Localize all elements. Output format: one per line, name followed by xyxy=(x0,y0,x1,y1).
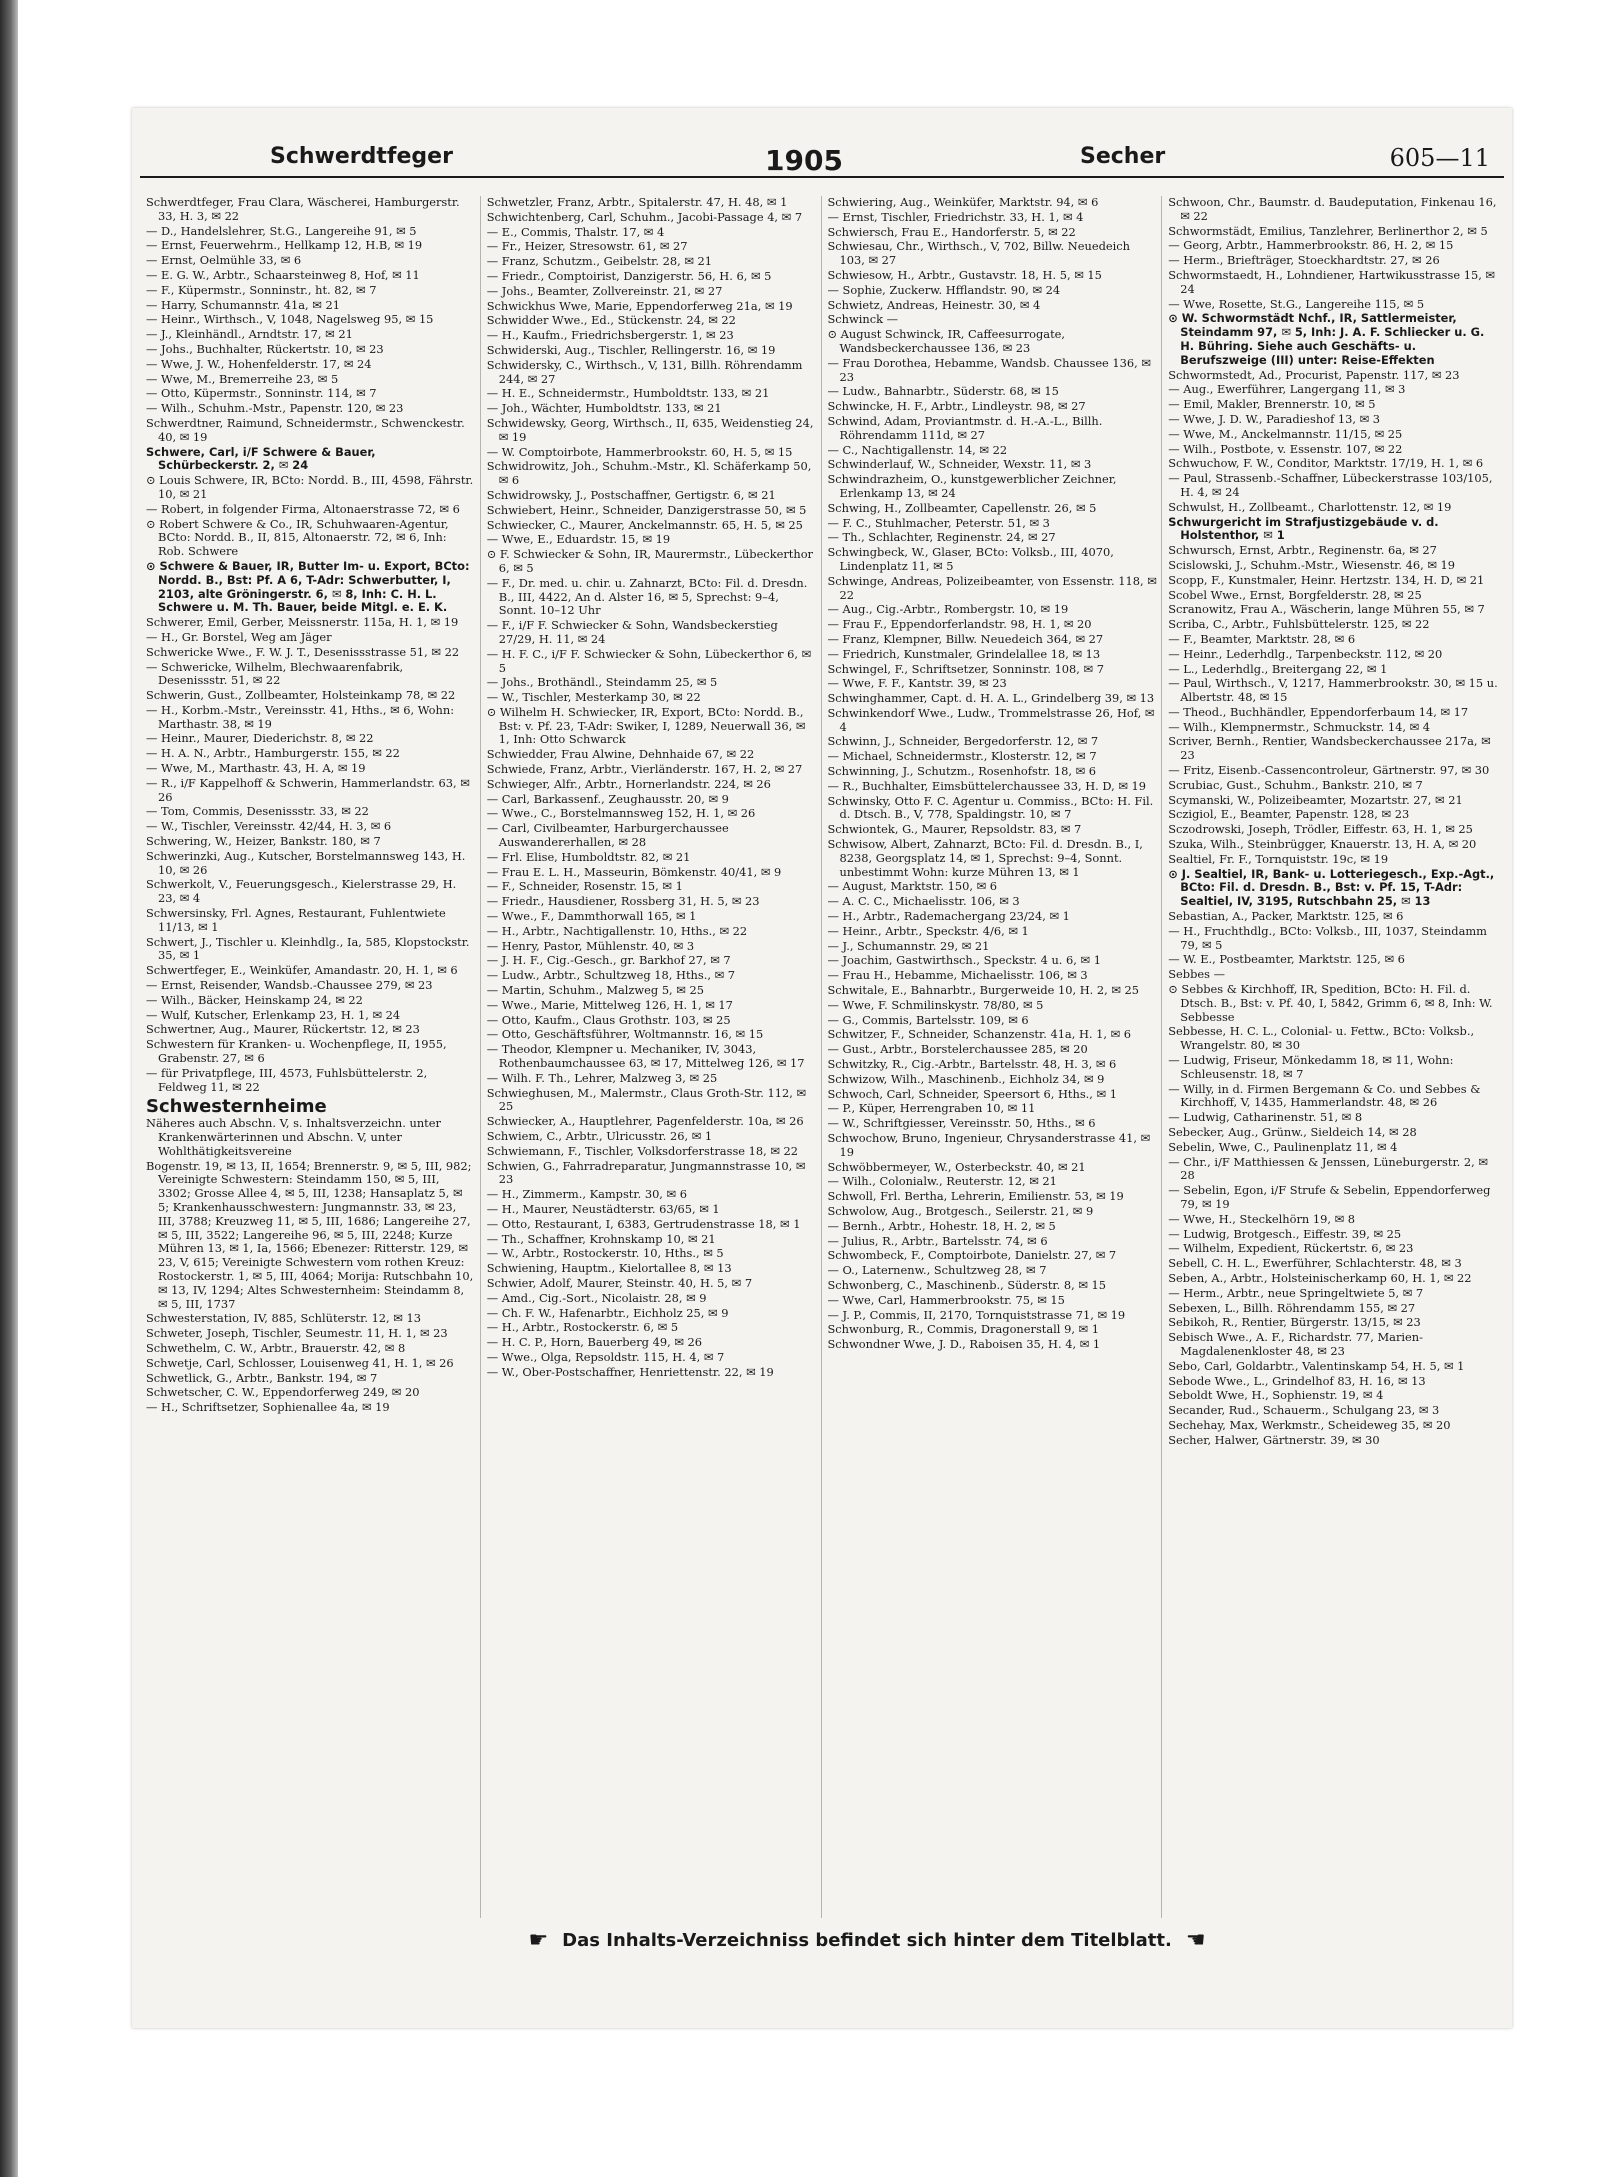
directory-entry: Schwoon, Chr., Baumstr. d. Baudeputation, Finkenau 16, ✉ 22 xyxy=(1168,196,1497,223)
directory-entry: — F., i/F F. Schwiecker & Sohn, Wandsbeckerstieg 27/29, H. 11, ✉ 24 xyxy=(486,618,778,646)
directory-entry: Schwizow, Wilh., Maschinenb., Eichholz 34, ✉ 9 xyxy=(827,1071,1105,1086)
directory-entry: — Ch. F. W., Hafenarbtr., Eichholz 25, ✉ 9 xyxy=(486,1305,729,1320)
directory-entry: Schwestern für Kranken- u. Wochenpflege, II, 1955, Grabenstr. 27, ✉ 6 xyxy=(146,1037,447,1066)
directory-entry: Scislowski, J., Schuhm.-Mstr., Wiesenstr. 46, ✉ 19 xyxy=(1168,557,1456,572)
directory-entry: — W., Schriftgiesser, Vereinsstr. 50, Hths., ✉ 6 xyxy=(827,1116,1096,1131)
directory-entry: Sebisch Wwe., A. F., Richardstr. 77, Marien-Magdalenenkloster 48, ✉ 23 xyxy=(1168,1330,1423,1358)
directory-entry: — Ernst, Oelmühle 33, ✉ 6 xyxy=(146,253,302,268)
directory-entry: Schwickhus Wwe, Marie, Eppendorferweg 21a, ✉ 19 xyxy=(486,298,793,313)
directory-entry: Schwoll, Frl. Bertha, Lehrerin, Emilienstr. 53, ✉ 19 xyxy=(827,1189,1124,1204)
directory-entry: Schwiening, Hauptm., Kielortallee 8, ✉ 13 xyxy=(486,1261,732,1276)
directory-entry: — Martin, Schuhm., Malzweg 5, ✉ 25 xyxy=(486,983,704,998)
directory-entry: — Wwe., C., Borstelmannsweg 152, H. 1, ✉ 26 xyxy=(486,806,756,821)
scan-edge-shadow xyxy=(0,0,18,2177)
directory-entry: — Wwe, F. F., Kantstr. 39, ✉ 23 xyxy=(827,676,1007,691)
directory-entry: — Paul, Strassenb.-Schaffner, Lübeckerstrasse 103/105, H. 4, ✉ 24 xyxy=(1168,471,1493,499)
directory-entry: Schwethelm, C. W., Arbtr., Brauerstr. 42, ✉ 8 xyxy=(146,1340,406,1355)
directory-entry: Schwulst, H., Zollbeamt., Charlottenstr. 12, ✉ 19 xyxy=(1168,499,1452,514)
directory-entry: — Heinr., Maurer, Diederichstr. 8, ✉ 22 xyxy=(146,731,374,746)
directory-entry: — W. Comptoirbote, Hammerbrookstr. 60, H. 5, ✉ 15 xyxy=(486,444,793,459)
directory-entry: Schwurgericht im Strafjustizgebäude v. d. Holstenthor, ✉ 1 xyxy=(1168,514,1439,543)
directory-entry: Schwidrowsky, J., Postschaffner, Gertigstr. 6, ✉ 21 xyxy=(486,487,776,502)
directory-entry: — F. C., Stuhlmacher, Peterstr. 51, ✉ 3 xyxy=(827,515,1050,530)
directory-entry: — Joachim, Gastwirthsch., Speckstr. 4 u. 6, ✉ 1 xyxy=(827,953,1101,968)
section-heading: Schwesternheime xyxy=(146,1096,327,1118)
directory-entry: Schwingbeck, W., Glaser, BCto: Volksb., III, 4070, Lindenplatz 11, ✉ 5 xyxy=(827,545,1114,573)
directory-entry: — Wwe, J. D. W., Paradieshof 13, ✉ 3 xyxy=(1168,411,1381,426)
directory-entry: Schwonberg, C., Maschinenb., Süderstr. 8, ✉ 15 xyxy=(827,1277,1106,1292)
directory-entry: Schwoch, Carl, Schneider, Speersort 6, Hths., ✉ 1 xyxy=(827,1086,1117,1101)
directory-columns xyxy=(146,196,1502,1918)
directory-entry: — Otto, Küpermstr., Sonninstr. 114, ✉ 7 xyxy=(146,386,377,401)
directory-entry: Schwidersky, C., Wirthsch., V, 131, Billh. Röhrendamm 244, ✉ 27 xyxy=(486,357,803,386)
directory-entry: Schwidewsky, Georg, Wirthsch., II, 635, Weidenstieg 24, ✉ 19 xyxy=(486,415,814,444)
directory-entry: — Wwe, Rosette, St.G., Langereihe 115, ✉ 5 xyxy=(1168,296,1425,311)
directory-entry: Schwombeck, F., Comptoirbote, Danielstr. 27, ✉ 7 xyxy=(827,1248,1117,1263)
directory-entry: Sebode Wwe., L., Grindelhof 83, H. 16, ✉ 13 xyxy=(1168,1373,1426,1388)
directory-entry: — Wulf, Kutscher, Erlenkamp 23, H. 1, ✉ 24 xyxy=(146,1007,401,1022)
directory-entry: Schwiontek, G., Maurer, Repsoldstr. 83, ✉ 7 xyxy=(827,822,1082,837)
directory-entry: ⊙ Wilhelm H. Schwiecker, IR, Export, BCto: Nordd. B., Bst: v. Pf. 23, T-Adr: Swiker, I, 1289, Neuerwall 36, ✉ 1, Inh: Otto Schwarck xyxy=(486,704,806,747)
directory-entry: — Aug., Ewerführer, Langergang 11, ✉ 3 xyxy=(1168,382,1406,397)
directory-entry: — Wilh., Schuhm.-Mstr., Papenstr. 120, ✉ 23 xyxy=(146,401,404,416)
directory-entry: — Willy, in d. Firmen Bergemann & Co. und Sebbes & Kirchhoff, V, 1435, Hammerlandstr. 48, ✉ 26 xyxy=(1168,1081,1481,1110)
directory-entry: Sczodrowski, Joseph, Trödler, Eiffestr. 63, H. 1, ✉ 25 xyxy=(1168,822,1473,837)
directory-entry: — H. A. N., Arbtr., Hamburgerstr. 155, ✉ 22 xyxy=(146,746,400,761)
directory-entry: Schwietz, Andreas, Heinestr. 30, ✉ 4 xyxy=(827,297,1041,312)
directory-entry: Schwerkolt, V., Feuerungsgesch., Kielerstrasse 29, H. 23, ✉ 4 xyxy=(146,877,457,906)
directory-entry: Schwiecker, C., Maurer, Anckelmannstr. 65, H. 5, ✉ 25 xyxy=(486,517,803,532)
directory-entry: ⊙ Robert Schwere & Co., IR, Schuhwaaren-Agentur, BCto: Nordd. B., II, 815, Altonaerstr. 72, ✉ 6, Inh: Rob. Schwere xyxy=(146,516,449,559)
directory-entry: — Joh., Wächter, Humboldtstr. 133, ✉ 21 xyxy=(486,401,722,416)
directory-entry: Schwetlick, G., Arbtr., Bankstr. 194, ✉ 7 xyxy=(146,1370,378,1385)
directory-entry: — W., Ober-Postschaffner, Henriettenstr. 22, ✉ 19 xyxy=(486,1364,774,1379)
directory-entry: — W., Tischler, Vereinsstr. 42/44, H. 3, ✉ 6 xyxy=(146,819,392,834)
directory-entry: — Wilh., Postbote, v. Essenstr. 107, ✉ 22 xyxy=(1168,441,1403,456)
directory-entry: — Ludw., Arbtr., Schultzweg 18, Hths., ✉ 7 xyxy=(486,968,735,983)
directory-entry: — Carl, Civilbeamter, Harburgerchaussee Auswandererhallen, ✉ 28 xyxy=(486,821,729,850)
directory-entry: — Wwe, M., Marthastr. 43, H. A, ✉ 19 xyxy=(146,761,366,776)
directory-entry: Sebell, C. H. L., Ewerführer, Schlachterstr. 48, ✉ 3 xyxy=(1168,1256,1462,1271)
directory-entry: — Ludwig, Catharinenstr. 51, ✉ 8 xyxy=(1168,1110,1363,1125)
directory-entry: — Robert, in folgender Firma, Altonaerstrasse 72, ✉ 6 xyxy=(146,501,460,516)
directory-entry: — Wwe., F., Dammthorwall 165, ✉ 1 xyxy=(486,909,697,924)
directory-entry: — H., Kaufm., Friedrichsbergerstr. 1, ✉ 23 xyxy=(486,328,734,343)
directory-entry: — Wwe., Marie, Mittelweg 126, H. 1, ✉ 17 xyxy=(486,997,733,1012)
directory-entry: — F., Dr. med. u. chir. u. Zahnarzt, BCto: Fil. d. Dresdn. B., III, 4422, An d. Alster 16, ✉ 5, Sprechst: 9–4, Sonnt. 10–12 Uhr xyxy=(486,575,808,618)
footer-notice xyxy=(372,1928,1362,1952)
directory-entry: — O., Laternenw., Schultzweg 28, ✉ 7 xyxy=(827,1263,1047,1278)
directory-entry: — R., Buchhalter, Eimsbüttelerchaussee 33, H. D, ✉ 19 xyxy=(827,778,1147,793)
directory-entry: Secander, Rud., Schauerm., Schulgang 23, ✉ 3 xyxy=(1168,1403,1440,1418)
directory-entry: — Johs., Buchhalter, Rückertstr. 10, ✉ 23 xyxy=(146,341,384,356)
directory-entry: Scrubiac, Gust., Schuhm., Bankstr. 210, ✉ 7 xyxy=(1168,777,1423,792)
directory-entry: — Wilh. F. Th., Lehrer, Malzweg 3, ✉ 25 xyxy=(486,1070,718,1085)
directory-entry: Sczigiol, E., Beamter, Papenstr. 128, ✉ 23 xyxy=(1168,807,1410,822)
directory-entry: — Fritz, Eisenb.-Cassencontroleur, Gärtnerstr. 97, ✉ 30 xyxy=(1168,763,1490,778)
directory-entry: Schwiderski, Aug., Tischler, Rellingerstr. 16, ✉ 19 xyxy=(486,342,776,357)
directory-entry: Schwien, G., Fahrradreparatur, Jungmannstrasse 10, ✉ 23 xyxy=(486,1158,806,1187)
directory-entry: Schwering, W., Heizer, Bankstr. 180, ✉ 7 xyxy=(146,834,381,849)
directory-entry: — H., Fruchthdlg., BCto: Volksb., III, 1037, Steindamm 79, ✉ 5 xyxy=(1168,923,1487,952)
directory-entry: — G., Commis, Bartelsstr. 109, ✉ 6 xyxy=(827,1012,1029,1027)
directory-entry: — H., Arbtr., Rostockerstr. 6, ✉ 5 xyxy=(486,1320,679,1335)
directory-entry: — Wilh., Klempnermstr., Schmuckstr. 14, ✉ 4 xyxy=(1168,719,1430,734)
directory-entry: — J., Kleinhändl., Arndtstr. 17, ✉ 21 xyxy=(146,327,353,342)
directory-entry: Schwinghammer, Capt. d. H. A. L., Grindelberg 39, ✉ 13 xyxy=(827,691,1155,706)
directory-entry: Scopp, F., Kunstmaler, Heinr. Hertzstr. 134, H. D, ✉ 21 xyxy=(1168,572,1485,587)
directory-entry: — Theod., Buchhändler, Eppendorferbaum 14, ✉ 17 xyxy=(1168,704,1469,719)
directory-entry: Schwert, J., Tischler u. Kleinhdlg., Ia, 585, Klopstockstr. 35, ✉ 1 xyxy=(146,934,470,963)
directory-entry: — Ernst, Reisender, Wandsb.-Chaussee 279, ✉ 23 xyxy=(146,978,433,993)
directory-entry: — Ernst, Feuerwehrm., Hellkamp 12, H.B, ✉ 19 xyxy=(146,238,423,253)
directory-entry: Schwiersch, Frau E., Handorferstr. 5, ✉ 22 xyxy=(827,224,1076,239)
directory-entry: Schwerer, Emil, Gerber, Meissnerstr. 115a, H. 1, ✉ 19 xyxy=(146,615,459,630)
directory-entry: Schwiesau, Chr., Wirthsch., V, 702, Billw. Neuedeich 103, ✉ 27 xyxy=(827,239,1130,268)
directory-entry: — Harry, Schumannstr. 41a, ✉ 21 xyxy=(146,297,340,312)
directory-entry: — Frau E. L. H., Masseurin, Bömkenstr. 40/41, ✉ 9 xyxy=(486,864,782,879)
directory-entry: Sebelin, Wwe, C., Paulinenplatz 11, ✉ 4 xyxy=(1168,1139,1398,1154)
directory-entry: — Georg, Arbtr., Hammerbrookstr. 86, H. 2, ✉ 15 xyxy=(1168,238,1454,253)
directory-entry: — J. P., Commis, II, 2170, Tornquiststrasse 71, ✉ 19 xyxy=(827,1307,1126,1322)
directory-entry: — Theodor, Klempner u. Mechaniker, IV, 3043, Rothenbaumchaussee 63, ✉ 17, Mittelweg 126, ✉ 17 xyxy=(486,1042,805,1071)
directory-entry: Schwisow, Albert, Zahnarzt, BCto: Fil. d. Dresdn. B., I, 8238, Georgsplatz 14, ✉ 1, Sprechst: 9–4, Sonnt. unbestimmt Wohn: kurze Mühren 13, ✉ 1 xyxy=(827,837,1143,879)
directory-entry: — W., Arbtr., Rostockerstr. 10, Hths., ✉ 5 xyxy=(486,1246,724,1261)
directory-entry: Bogenstr. 19, ✉ 13, II, 1654; Brennerstr. 9, ✉ 5, III, 982; Vereinigte Schwestern: Steindamm 150, ✉ 5, III, 3302; Grosse Allee 4, ✉ 5, III, 1238; Hansaplatz 5, ✉ 5; Krankenhausschwestern: Jungmannstr. 33, ✉ 23, III, 3788; Kreuzweg 11, ✉ 5, III, 1686; Langereihe 27, ✉ 5, III, 3522; Langereihe 96, ✉ 5, III, 2248; Kurze Mühren 13, ✉ 1, Ia, 1566; Ebenezer: Ritterstr. 129, ✉ 23, V, 615; Vereinigte Schwestern vom rothen Kreuz: Rostockerstr. 1, ✉ 5, III, 4064; Morija: Rutschbahn 10, ✉ 13, IV, 1294; Altes Schwesternheim: Steindamm 8, ✉ 5, III, 1737 xyxy=(146,1158,474,1311)
directory-entry: ⊙ W. Schwormstädt Nchf., IR, Sattlermeister, Steindamm 97, ✉ 5, Inh: J. A. F. Schliecker u. G. H. Bühring. Siehe auch Geschäfts- u. Berufszweige (III) unter: Reise-Effekten xyxy=(1168,311,1485,367)
directory-entry: — August, Marktstr. 150, ✉ 6 xyxy=(827,879,997,894)
directory-entry: — H., Korbm.-Mstr., Vereinsstr. 41, Hths., ✉ 6, Wohn: Marthastr. 38, ✉ 19 xyxy=(146,702,455,731)
directory-entry: Scriver, Bernh., Rentier, Wandsbeckerchaussee 217a, ✉ 23 xyxy=(1168,734,1491,763)
directory-entry: — Otto, Restaurant, I, 6383, Gertrudenstrasse 18, ✉ 1 xyxy=(486,1216,801,1231)
directory-entry: — Heinr., Wirthsch., V, 1048, Nagelsweg 95, ✉ 15 xyxy=(146,312,434,327)
directory-entry: Szuka, Wilh., Steinbrügger, Knauerstr. 13, H. A, ✉ 20 xyxy=(1168,837,1477,852)
directory-entry: — Wwe, M., Anckelmannstr. 11/15, ✉ 25 xyxy=(1168,426,1403,441)
directory-entry: Schwind, Adam, Proviantmstr. d. H.-A.-L., Billh. Röhrendamm 111d, ✉ 27 xyxy=(827,413,1103,442)
directory-entry: — Otto, Geschäftsführer, Woltmannstr. 16, ✉ 15 xyxy=(486,1027,764,1042)
directory-entry: — F., Schneider, Rosenstr. 15, ✉ 1 xyxy=(486,879,683,894)
directory-entry: — Gust., Arbtr., Borstelerchaussee 285, ✉ 20 xyxy=(827,1042,1088,1057)
directory-entry: — Frl. Elise, Humboldtstr. 82, ✉ 21 xyxy=(486,849,691,864)
directory-entry: ⊙ Sebbes & Kirchhoff, IR, Spedition, BCto: H. Fil. d. Dtsch. B., Bst: v. Pf. 40, I, 5842, Grimm 6, ✉ 8, Inh: W. Sebbesse xyxy=(1168,982,1493,1024)
directory-entry: Schwerin, Gust., Zollbeamter, Holsteinkamp 78, ✉ 22 xyxy=(146,688,456,703)
directory-entry: — Heinr., Lederhdlg., Tarpenbeckstr. 112, ✉ 20 xyxy=(1168,646,1443,661)
directory-entry: — Michael, Schneidermstr., Klosterstr. 12, ✉ 7 xyxy=(827,749,1097,764)
directory-entry: — Wilh., Bäcker, Heinskamp 24, ✉ 22 xyxy=(146,992,363,1007)
directory-entry: Schwormstädt, Emilius, Tanzlehrer, Berlinerthor 2, ✉ 5 xyxy=(1168,223,1488,238)
pointing-hand-right-icon: ☛ xyxy=(528,1927,549,1953)
directory-entry: — Wwe, E., Eduardstr. 15, ✉ 19 xyxy=(486,532,671,547)
directory-entry: Schwerdtfeger, Frau Clara, Wäscherei, Hamburgerstr. 33, H. 3, ✉ 22 xyxy=(146,196,460,223)
directory-entry: — Ernst, Tischler, Friedrichstr. 33, H. 1, ✉ 4 xyxy=(827,209,1084,224)
directory-entry: — F., Beamter, Marktstr. 28, ✉ 6 xyxy=(1168,631,1356,646)
directory-entry: — D., Handelslehrer, St.G., Langereihe 91, ✉ 5 xyxy=(146,223,417,238)
directory-entry: Sebexen, L., Billh. Röhrendamm 155, ✉ 27 xyxy=(1168,1300,1416,1315)
directory-entry: Schwochow, Bruno, Ingenieur, Chrysanderstrasse 41, ✉ 19 xyxy=(827,1131,1151,1159)
directory-entry: — Henry, Pastor, Mühlenstr. 40, ✉ 3 xyxy=(486,938,695,953)
directory-entry: Schwertfeger, E., Weinküfer, Amandastr. 20, H. 1, ✉ 6 xyxy=(146,963,458,978)
directory-entry: — J. H. F., Cig.-Gesch., gr. Barkhof 27, ✉ 7 xyxy=(486,953,731,968)
pointing-hand-left-icon: ☚ xyxy=(1185,1927,1206,1953)
directory-entry: Sebo, Carl, Goldarbtr., Valentinskamp 54, H. 5, ✉ 1 xyxy=(1168,1358,1465,1373)
directory-entry: — Wilh., Colonialw., Reuterstr. 12, ✉ 21 xyxy=(827,1174,1057,1189)
directory-entry: — F., Küpermstr., Sonninstr., ht. 82, ✉ 7 xyxy=(146,282,377,297)
directory-entry: — Wwe, H., Steckelhörn 19, ✉ 8 xyxy=(1168,1211,1356,1226)
directory-entry: — Wilhelm, Expedient, Rückertstr. 6, ✉ 23 xyxy=(1168,1241,1414,1256)
directory-entry: — H. C. P., Horn, Bauerberg 49, ✉ 26 xyxy=(486,1335,702,1350)
directory-entry: Schwing, H., Zollbeamter, Capellenstr. 26, ✉ 5 xyxy=(827,500,1097,515)
directory-entry: Schwidder Wwe., Ed., Stückenstr. 24, ✉ 22 xyxy=(486,313,736,328)
directory-entry: Sebastian, A., Packer, Marktstr. 125, ✉ 6 xyxy=(1168,909,1404,924)
directory-entry: Sebbesse, H. C. L., Colonial- u. Fettw., BCto: Volksb., Wrangelstr. 80, ✉ 30 xyxy=(1168,1024,1475,1053)
directory-entry: — Frau H., Hebamme, Michaelisstr. 106, ✉ 3 xyxy=(827,968,1088,983)
directory-entry: — Friedr., Comptoirist, Danzigerstr. 56, H. 6, ✉ 5 xyxy=(486,268,772,283)
directory-entry: Schwondner Wwe, J. D., Raboisen 35, H. 4, ✉ 1 xyxy=(827,1337,1101,1352)
directory-entry: Schwetscher, C. W., Eppendorferweg 249, ✉ 20 xyxy=(146,1385,420,1400)
directory-entry: — Fr., Heizer, Stresowstr. 61, ✉ 27 xyxy=(486,239,688,254)
directory-entry: Schwinkendorf Wwe., Ludw., Trommelstrasse 26, Hof, ✉ 4 xyxy=(827,705,1155,734)
directory-entry: Scobel Wwe., Ernst, Borgfelderstr. 28, ✉ 25 xyxy=(1168,587,1422,602)
directory-entry: Schwormstaedt, H., Lohndiener, Hartwikusstrasse 15, ✉ 24 xyxy=(1168,267,1495,296)
directory-entry: — R., i/F Kappelhoff & Schwerin, Hammerlandstr. 63, ✉ 26 xyxy=(146,775,470,804)
directory-entry: Schwonburg, R., Commis, Dragonerstall 9, ✉ 1 xyxy=(827,1322,1099,1337)
directory-entry: — Th., Schlachter, Reginenstr. 24, ✉ 27 xyxy=(827,530,1056,545)
directory-entry: Schwerinzki, Aug., Kutscher, Borstelmannsweg 143, H. 10, ✉ 26 xyxy=(146,848,466,877)
directory-entry: — Heinr., Arbtr., Speckstr. 4/6, ✉ 1 xyxy=(827,923,1029,938)
directory-entry: — Friedrich, Kunstmaler, Grindelallee 18, ✉ 13 xyxy=(827,646,1101,661)
directory-entry: Schwitzer, F., Schneider, Schanzenstr. 41a, H. 1, ✉ 6 xyxy=(827,1027,1132,1042)
directory-entry: — C., Nachtigallenstr. 14, ✉ 22 xyxy=(827,442,1008,457)
directory-entry: — L., Lederhdlg., Breitergang 22, ✉ 1 xyxy=(1168,661,1388,676)
directory-entry: — Schwericke, Wilhelm, Blechwaarenfabrik, Desenissstr. 51, ✉ 22 xyxy=(146,659,404,688)
column-1 xyxy=(146,196,481,1918)
directory-entry: Sealtiel, Fr. F., Tornquiststr. 19c, ✉ 19 xyxy=(1168,851,1389,866)
directory-entry: Schwinck — xyxy=(827,312,899,327)
directory-entry: — Wwe, M., Bremerreihe 23, ✉ 5 xyxy=(146,371,339,386)
directory-entry: Schwidrowitz, Joh., Schuhm.-Mstr., Kl. Schäferkamp 50, ✉ 6 xyxy=(486,459,812,488)
directory-page xyxy=(132,108,1512,2028)
directory-entry: ⊙ F. Schwiecker & Sohn, IR, Maurermstr., Lübeckerthor 6, ✉ 5 xyxy=(486,547,813,575)
directory-entry: — H., Maurer, Neustädterstr. 63/65, ✉ 1 xyxy=(486,1201,720,1216)
column-2 xyxy=(487,196,822,1918)
directory-entry: — H., Arbtr., Nachtigallenstr. 10, Hths., ✉ 22 xyxy=(486,923,748,938)
directory-entry: — H. F. C., i/F F. Schwiecker & Sohn, Lübeckerthor 6, ✉ 5 xyxy=(486,646,812,675)
directory-entry: Schwursch, Ernst, Arbtr., Reginenstr. 6a, ✉ 27 xyxy=(1168,543,1437,558)
directory-entry: Scranowitz, Frau A., Wäscherin, lange Mühren 55, ✉ 7 xyxy=(1168,602,1485,617)
directory-entry: — Tom, Commis, Desenissstr. 33, ✉ 22 xyxy=(146,804,369,819)
directory-entry: ⊙ August Schwinck, IR, Caffeesurrogate, Wandsbeckerchaussee 136, ✉ 23 xyxy=(827,327,1066,355)
directory-entry: — für Privatpflege, III, 4573, Fuhlsbüttelerstr. 2, Feldweg 11, ✉ 22 xyxy=(146,1065,428,1094)
directory-entry: Schwetje, Carl, Schlosser, Louisenweg 41, H. 1, ✉ 26 xyxy=(146,1355,454,1370)
directory-entry: — H., Zimmerm., Kampstr. 30, ✉ 6 xyxy=(486,1187,687,1202)
directory-entry: Scriba, C., Arbtr., Fuhlsbüttelerstr. 125, ✉ 22 xyxy=(1168,617,1430,632)
footer-text: Das Inhalts-Verzeichniss befindet sich hinter dem Titelblatt. xyxy=(562,1929,1172,1951)
directory-entry: Schwesterstation, IV, 885, Schlüterstr. 12, ✉ 13 xyxy=(146,1311,421,1326)
directory-entry: — Frau Dorothea, Hebamme, Wandsb. Chaussee 136, ✉ 23 xyxy=(827,355,1151,384)
directory-entry: — W., Tischler, Mesterkamp 30, ✉ 22 xyxy=(486,690,701,705)
directory-entry: — Wwe, F. Schmilinskystr. 78/80, ✉ 5 xyxy=(827,997,1044,1012)
directory-entry: Secher, Halwer, Gärtnerstr. 39, ✉ 30 xyxy=(1168,1432,1380,1447)
directory-entry: Schwere, Carl, i/F Schwere & Bauer, Schürbeckerstr. 2, ✉ 24 xyxy=(146,444,376,473)
directory-entry: Schwiesow, H., Arbtr., Gustavstr. 18, H. 5, ✉ 15 xyxy=(827,267,1102,282)
directory-entry: — Frau F., Eppendorferlandstr. 98, H. 1, ✉ 20 xyxy=(827,617,1092,632)
directory-entry: — A. C. C., Michaelisstr. 106, ✉ 3 xyxy=(827,894,1020,909)
directory-entry: — Ludw., Bahnarbtr., Süderstr. 68, ✉ 15 xyxy=(827,384,1059,399)
directory-entry: — H., Arbtr., Rademachergang 23/24, ✉ 1 xyxy=(827,909,1070,924)
directory-entry: Schwiemann, F., Tischler, Volksdorferstrasse 18, ✉ 22 xyxy=(486,1143,799,1158)
directory-entry: — J., Schumannstr. 29, ✉ 21 xyxy=(827,938,990,953)
directory-entry: Sebecker, Aug., Grünw., Sieldeich 14, ✉ 28 xyxy=(1168,1125,1417,1139)
directory-entry: Schwertner, Aug., Maurer, Rückertstr. 12, ✉ 23 xyxy=(146,1022,420,1037)
directory-entry: Seboldt Wwe, H., Sophienstr. 19, ✉ 4 xyxy=(1168,1388,1384,1403)
directory-entry: Schweter, Joseph, Tischler, Seumestr. 11, H. 1, ✉ 23 xyxy=(146,1326,448,1341)
column-4 xyxy=(1168,196,1502,1918)
directory-entry: — Johs., Beamter, Zollvereinstr. 21, ✉ 27 xyxy=(486,283,723,298)
directory-entry: — Franz, Klempner, Billw. Neuedeich 364, ✉ 27 xyxy=(827,631,1104,646)
directory-entry: Näheres auch Abschn. V, s. Inhaltsverzeichn. unter Krankenwärterinnen und Abschn. V, unter Wohlthätigkeitsvereine xyxy=(146,1116,441,1158)
page-number: 605—11 xyxy=(1389,144,1490,172)
directory-entry: Sebbes — xyxy=(1168,967,1225,982)
directory-entry: — Sophie, Zuckerw. Hfflandstr. 90, ✉ 24 xyxy=(827,282,1061,297)
directory-entry: — H., Schriftsetzer, Sophienallee 4a, ✉ 19 xyxy=(146,1400,390,1415)
directory-entry: Sebikoh, R., Rentier, Bürgerstr. 13/15, ✉ 23 xyxy=(1168,1315,1421,1330)
directory-entry: — Ludwig, Brotgesch., Eiffestr. 39, ✉ 25 xyxy=(1168,1226,1402,1241)
directory-entry: — Herm., Arbtr., neue Springeltwiete 5, ✉ 7 xyxy=(1168,1285,1424,1300)
directory-entry: Schwormstedt, Ad., Procurist, Papenstr. 117, ✉ 23 xyxy=(1168,367,1460,382)
directory-entry: Schwinning, J., Schutzm., Rosenhofstr. 18, ✉ 6 xyxy=(827,764,1097,779)
directory-entry: Schwuchow, F. W., Conditor, Marktstr. 17/19, H. 1, ✉ 6 xyxy=(1168,456,1484,471)
directory-entry: Schwieger, Alfr., Arbtr., Hornerlandstr. 224, ✉ 26 xyxy=(486,776,771,791)
directory-entry: Schwiedder, Frau Alwine, Dehnhaide 67, ✉ 22 xyxy=(486,747,755,762)
directory-entry: — Johs., Brothändl., Steindamm 25, ✉ 5 xyxy=(486,675,718,690)
directory-entry: — W. E., Postbeamter, Marktstr. 125, ✉ 6 xyxy=(1168,952,1405,967)
directory-entry: — Chr., i/F Matthiessen & Jenssen, Lüneburgerstr. 2, ✉ 28 xyxy=(1168,1154,1488,1183)
directory-entry: Schwiering, Aug., Weinküfer, Marktstr. 94, ✉ 6 xyxy=(827,196,1099,209)
directory-entry: Schwichtenberg, Carl, Schuhm., Jacobi-Passage 4, ✉ 7 xyxy=(486,209,803,224)
directory-entry: — Carl, Barkassenf., Zeughausstr. 20, ✉ 9 xyxy=(486,791,729,806)
directory-entry: Schwindrazheim, O., kunstgewerblicher Zeichner, Erlenkamp 13, ✉ 24 xyxy=(827,472,1117,500)
directory-entry: Schwiem, C., Arbtr., Ulricusstr. 26, ✉ 1 xyxy=(486,1129,713,1143)
directory-entry: — Friedr., Hausdiener, Rossberg 31, H. 5, ✉ 23 xyxy=(486,894,760,909)
directory-entry: Schwinderlauf, W., Schneider, Wexstr. 11, ✉ 3 xyxy=(827,457,1092,472)
directory-entry: Sechehay, Max, Werkmstr., Scheideweg 35, ✉ 20 xyxy=(1168,1417,1451,1432)
directory-entry: — Th., Schaffner, Krohnskamp 10, ✉ 21 xyxy=(486,1231,716,1246)
directory-entry: Schwiecker, A., Hauptlehrer, Pagenfelderstr. 10a, ✉ 26 xyxy=(486,1114,804,1129)
directory-entry: Schwincke, H. F., Arbtr., Lindleystr. 98, ✉ 27 xyxy=(827,399,1086,414)
directory-entry: Schwiede, Franz, Arbtr., Vierländerstr. 167, H. 2, ✉ 27 xyxy=(486,762,803,777)
header-first-name: Schwerdtfeger xyxy=(270,144,453,169)
directory-entry: — E., Commis, Thalstr. 17, ✉ 4 xyxy=(486,224,665,239)
directory-entry: Schwersinsky, Frl. Agnes, Restaurant, Fuhlentwiete 11/13, ✉ 1 xyxy=(146,906,446,934)
directory-entry: — P., Küper, Herrengraben 10, ✉ 11 xyxy=(827,1101,1036,1116)
running-header xyxy=(140,140,1504,178)
header-year: 1905 xyxy=(765,144,843,177)
directory-entry: — E. G. W., Arbtr., Schaarsteinweg 8, Hof, ✉ 11 xyxy=(146,267,420,282)
header-last-name: Secher xyxy=(1080,144,1166,169)
directory-entry: — Sebelin, Egon, i/F Strufe & Sebelin, Eppendorferweg 79, ✉ 19 xyxy=(1168,1183,1491,1211)
directory-entry: Schwetzler, Franz, Arbtr., Spitalerstr. 47, H. 48, ✉ 1 xyxy=(486,196,788,209)
directory-entry: Schwerdtner, Raimund, Schneidermstr., Schwenckestr. 40, ✉ 19 xyxy=(146,415,465,444)
directory-entry: — Franz, Schutzm., Geibelstr. 28, ✉ 21 xyxy=(486,254,712,269)
directory-entry: — Emil, Makler, Brennerstr. 10, ✉ 5 xyxy=(1168,397,1376,412)
directory-entry: Schwöbbermeyer, W., Osterbeckstr. 40, ✉ 21 xyxy=(827,1159,1086,1174)
directory-entry: Schwinge, Andreas, Polizeibeamter, von Essenstr. 118, ✉ 22 xyxy=(827,573,1157,602)
directory-entry: — Amd., Cig.-Sort., Nicolaistr. 28, ✉ 9 xyxy=(486,1290,707,1305)
directory-entry: Schwericke Wwe., F. W. J. T., Desenissstrasse 51, ✉ 22 xyxy=(146,644,460,659)
directory-entry: — Paul, Wirthsch., V, 1217, Hammerbrookstr. 30, ✉ 15 u. Albertstr. 48, ✉ 15 xyxy=(1168,676,1498,705)
directory-entry: — Wwe, Carl, Hammerbrookstr. 75, ✉ 15 xyxy=(827,1292,1065,1307)
directory-entry: ⊙ J. Sealtiel, IR, Bank- u. Lotteriegesch., Exp.-Agt., BCto: Fil. d. Dresdn. B., Bst: v. Pf. 15, T-Adr: Sealtiel, IV, 3195, Rutschbahn 25, ✉ 13 xyxy=(1168,866,1495,909)
directory-entry: — H., Gr. Borstel, Weg am Jäger xyxy=(146,629,332,644)
directory-entry: — Otto, Kaufm., Claus Grothstr. 103, ✉ 25 xyxy=(486,1012,731,1027)
directory-entry: Seben, A., Arbtr., Holsteinischerkamp 60, H. 1, ✉ 22 xyxy=(1168,1270,1472,1285)
directory-entry: — H. E., Schneidermstr., Humboldtstr. 133, ✉ 21 xyxy=(486,386,770,401)
directory-entry: ⊙ Schwere & Bauer, IR, Butter Im- u. Export, BCto: Nordd. B., Bst: Pf. A 6, T-Adr: Schwerbutter, I, 2103, alte Gröningerstr. 6, ✉ 8, Inh: C. H. L. Schwere u. M. Th. Bauer, beide Mitgl. e. E. K. xyxy=(146,558,470,615)
directory-entry: — Herm., Briefträger, Stoeckhardtstr. 27, ✉ 26 xyxy=(1168,253,1440,268)
directory-entry: Schwinsky, Otto F. C. Agentur u. Commiss., BCto: H. Fil. d. Dtsch. B., V, 778, Spaldingstr. 10, ✉ 7 xyxy=(827,793,1154,822)
directory-entry: Schwieghusen, M., Malermstr., Claus Groth-Str. 112, ✉ 25 xyxy=(486,1085,807,1114)
directory-entry: Schwitale, E., Bahnarbtr., Burgerweide 10, H. 2, ✉ 25 xyxy=(827,983,1140,998)
directory-entry: — Wwe, J. W., Hohenfelderstr. 17, ✉ 24 xyxy=(146,356,372,371)
directory-entry: Schwingel, F., Schriftsetzer, Sonninstr. 108, ✉ 7 xyxy=(827,661,1104,676)
column-3 xyxy=(828,196,1163,1918)
directory-entry: Scymanski, W., Polizeibeamter, Mozartstr. 27, ✉ 21 xyxy=(1168,792,1463,807)
directory-entry: Schwinn, J., Schneider, Bergedorferstr. 12, ✉ 7 xyxy=(827,734,1099,749)
directory-entry: — Ludwig, Friseur, Mönkedamm 18, ✉ 11, Wohn: Schleusenstr. 18, ✉ 7 xyxy=(1168,1053,1454,1081)
directory-entry: Schwier, Adolf, Maurer, Steinstr. 40, H. 5, ✉ 7 xyxy=(486,1275,753,1290)
directory-entry: Schwolow, Aug., Brotgesch., Seilerstr. 21, ✉ 9 xyxy=(827,1203,1094,1218)
directory-entry: ⊙ Louis Schwere, IR, BCto: Nordd. B., III, 4598, Fährstr. 10, ✉ 21 xyxy=(146,473,474,501)
directory-entry: — Aug., Cig.-Arbtr., Rombergstr. 10, ✉ 19 xyxy=(827,602,1069,617)
directory-entry: Schwiebert, Heinr., Schneider, Danzigerstrasse 50, ✉ 5 xyxy=(486,502,807,517)
directory-entry: — Julius, R., Arbtr., Bartelsstr. 74, ✉ 6 xyxy=(827,1233,1048,1248)
directory-entry: Schwitzky, R., Cig.-Arbtr., Bartelsstr. 48, H. 3, ✉ 6 xyxy=(827,1057,1117,1072)
directory-entry: — Bernh., Arbtr., Hohestr. 18, H. 2, ✉ 5 xyxy=(827,1218,1056,1233)
directory-entry: — Wwe., Olga, Repsoldstr. 115, H. 4, ✉ 7 xyxy=(486,1349,725,1364)
